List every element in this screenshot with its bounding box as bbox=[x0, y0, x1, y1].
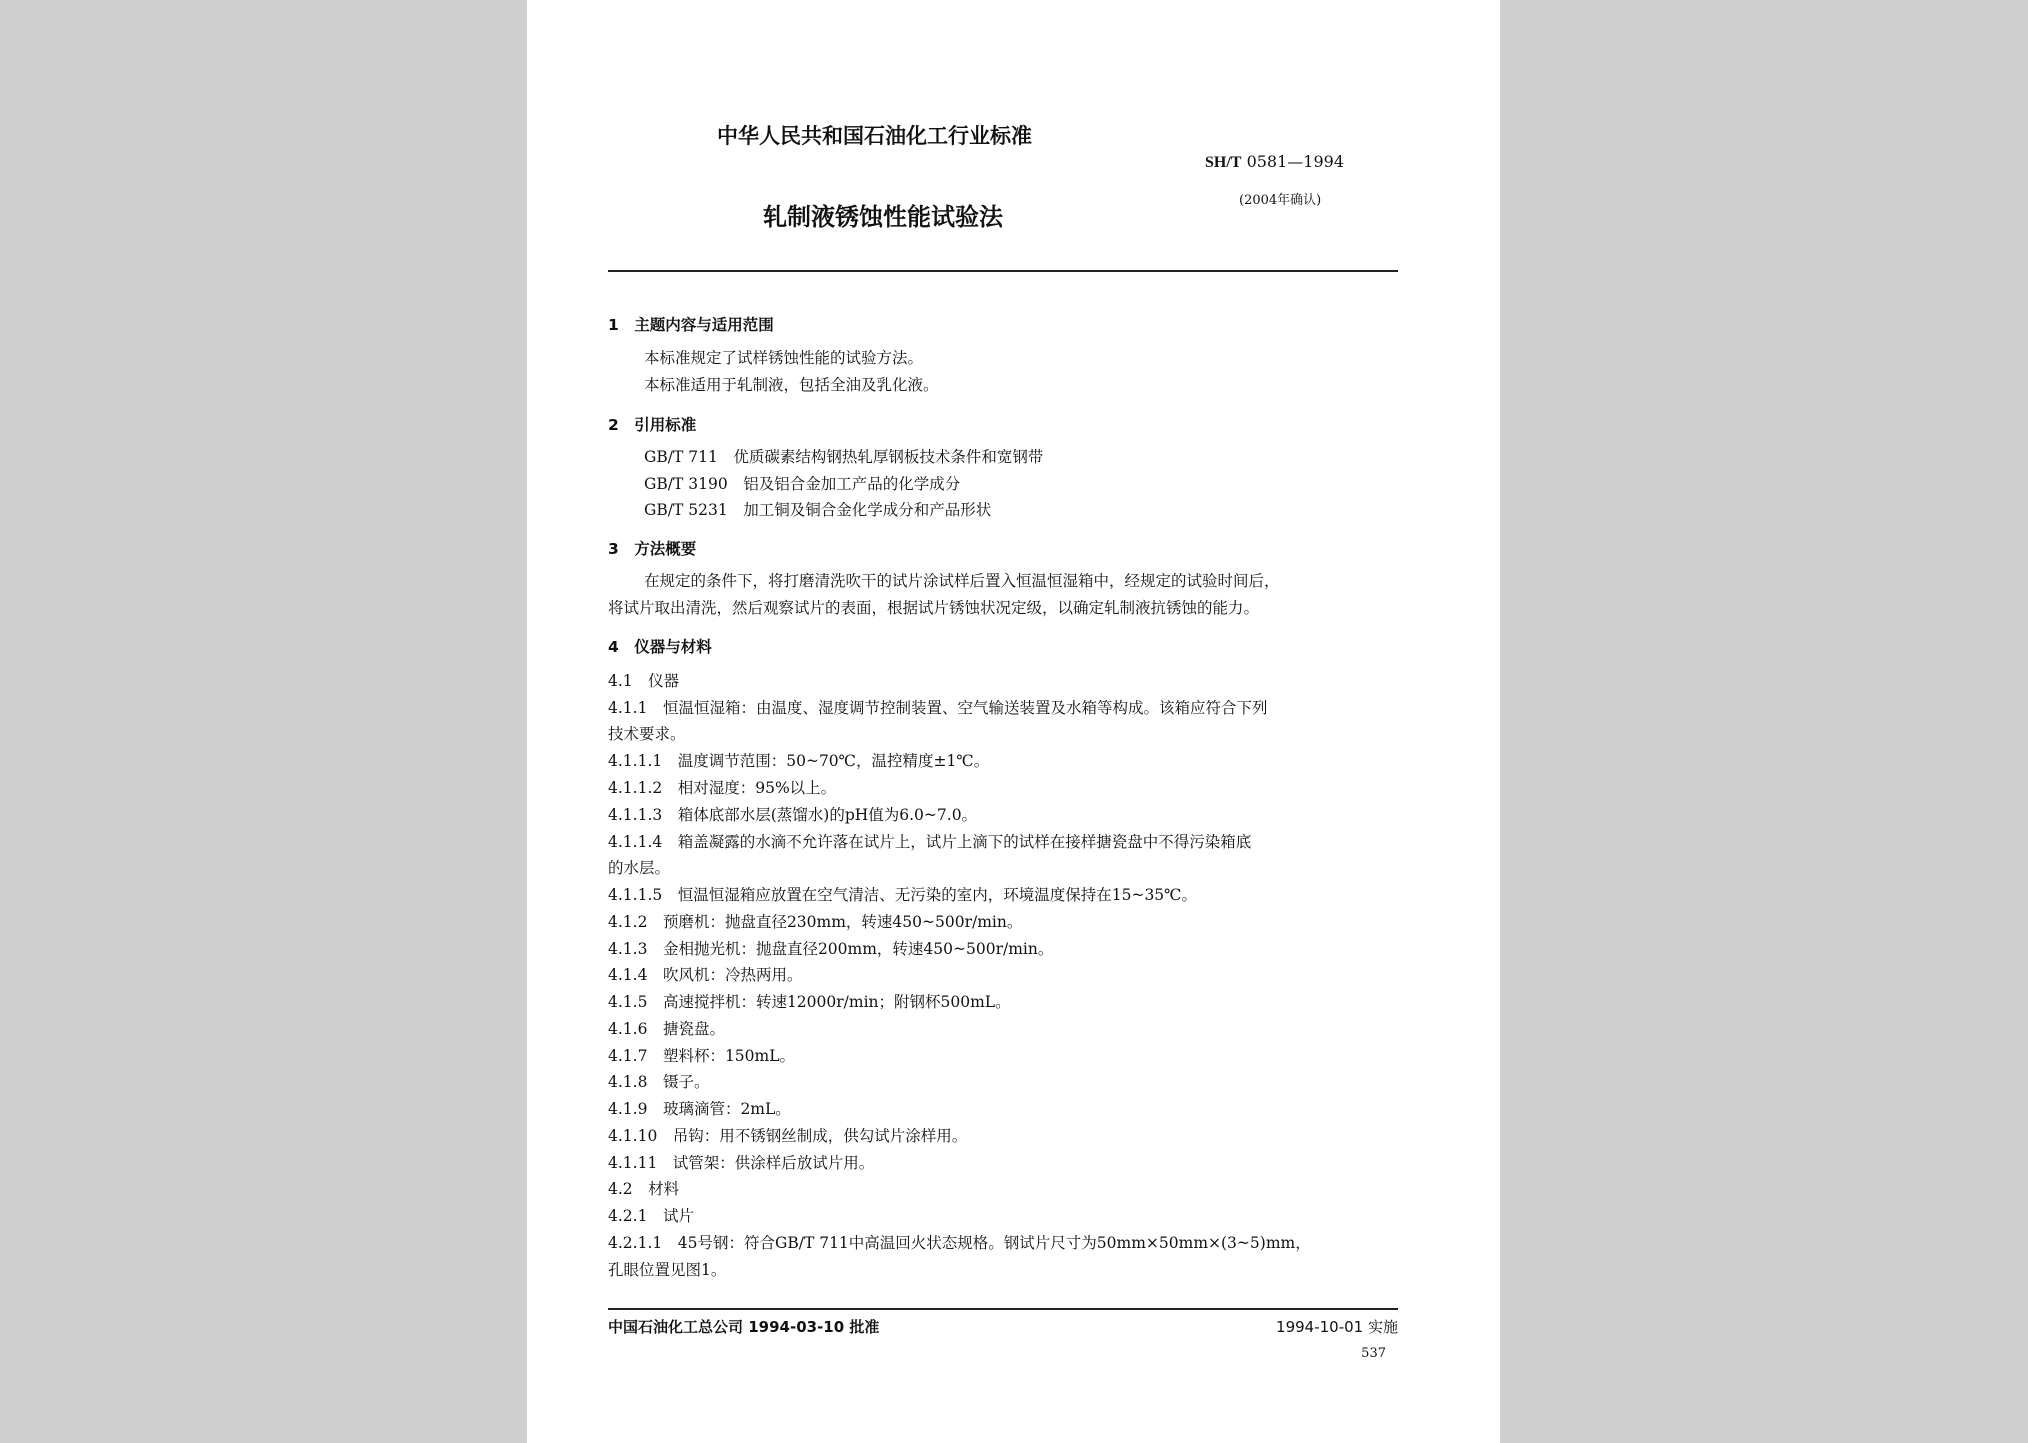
header-rule bbox=[608, 270, 1398, 272]
implementation-note: 1994-10-01 实施 bbox=[1276, 1318, 1398, 1336]
clause-4-2-1: 4.2.1 试片 bbox=[608, 1207, 694, 1225]
clause-4-1-1-a: 4.1.1 恒温恒湿箱：由温度、湿度调节控制装置、空气输送装置及水箱等构成。该箱应符合下列 bbox=[608, 699, 1268, 717]
clause-4-1-5: 4.1.5 高速搅拌机：转速12000r/min；附钢杯500mL。 bbox=[608, 993, 1011, 1011]
clause-4-1-1-2: 4.1.1.2 相对湿度：95%以上。 bbox=[608, 779, 837, 797]
section-4-title: 4 仪器与材料 bbox=[608, 638, 712, 656]
clause-4-1-1-3: 4.1.1.3 箱体底部水层(蒸馏水)的pH值为6.0~7.0。 bbox=[608, 806, 978, 824]
code-number: 0581—1994 bbox=[1246, 152, 1344, 171]
clause-4-2-1-1-b: 孔眼位置见图1。 bbox=[608, 1261, 727, 1279]
clause-4-1-9: 4.1.9 玻璃滴管：2mL。 bbox=[608, 1100, 791, 1118]
page-number: 537 bbox=[1361, 1346, 1386, 1361]
clause-4-2-1-1-a: 4.2.1.1 45号钢：符合GB/T 711中高温回火状态规格。钢试片尺寸为50mm×50mm×(3~5)mm， bbox=[608, 1234, 1311, 1252]
document-page bbox=[527, 0, 1500, 1443]
section-1-para-2: 本标准适用于轧制液，包括全油及乳化液。 bbox=[644, 376, 939, 394]
clause-4-1-4: 4.1.4 吹风机：冷热两用。 bbox=[608, 966, 803, 984]
clause-4-1-1-4-b: 的水层。 bbox=[608, 859, 671, 877]
confirmation-note: (2004年确认) bbox=[1239, 193, 1322, 208]
code-prefix: SH/T bbox=[1205, 154, 1242, 171]
footer-rule bbox=[608, 1308, 1398, 1310]
clause-4-1-1-5: 4.1.1.5 恒温恒湿箱应放置在空气清洁、无污染的室内，环境温度保持在15~35℃。 bbox=[608, 886, 1198, 904]
clause-4-1-8: 4.1.8 镊子。 bbox=[608, 1073, 710, 1091]
section-3-title: 3 方法概要 bbox=[608, 540, 697, 558]
clause-4-1-1-b: 技术要求。 bbox=[608, 725, 686, 743]
clause-4-1-10: 4.1.10 吊钩：用不锈钢丝制成，供勾试片涂样用。 bbox=[608, 1127, 968, 1145]
section-3-para-2: 将试片取出清洗，然后观察试片的表面，根据试片锈蚀状况定级，以确定轧制液抗锈蚀的能力。 bbox=[608, 599, 1260, 617]
section-2-title: 2 引用标准 bbox=[608, 416, 697, 434]
section-3-para-1: 在规定的条件下，将打磨清洗吹干的试片涂试样后置入恒温恒湿箱中，经规定的试验时间后， bbox=[644, 572, 1280, 590]
reference-2: GB/T 3190 铝及铝合金加工产品的化学成分 bbox=[644, 475, 961, 493]
document-title: 轧制液锈蚀性能试验法 bbox=[763, 203, 1003, 231]
clause-4-1-3: 4.1.3 金相抛光机：抛盘直径200mm，转速450~500r/min。 bbox=[608, 940, 1054, 958]
clause-4-1-2: 4.1.2 预磨机：抛盘直径230mm，转速450~500r/min。 bbox=[608, 913, 1023, 931]
standard-code bbox=[1205, 152, 1344, 172]
clause-4-1-7: 4.1.7 塑料杯：150mL。 bbox=[608, 1047, 796, 1065]
reference-3: GB/T 5231 加工铜及铜合金化学成分和产品形状 bbox=[644, 501, 992, 519]
clause-4-2: 4.2 材料 bbox=[608, 1180, 680, 1198]
clause-4-1-6: 4.1.6 搪瓷盘。 bbox=[608, 1020, 725, 1038]
clause-4-1: 4.1 仪器 bbox=[608, 672, 680, 690]
clause-4-1-1-4-a: 4.1.1.4 箱盖凝露的水滴不允许落在试片上，试片上滴下的试样在接样搪瓷盘中不得污染箱底 bbox=[608, 833, 1252, 851]
clause-4-1-1-1: 4.1.1.1 温度调节范围：50~70℃，温控精度±1℃。 bbox=[608, 752, 990, 770]
approval-note: 中国石油化工总公司 1994-03-10 批准 bbox=[608, 1318, 880, 1336]
reference-1: GB/T 711 优质碳素结构钢热轧厚钢板技术条件和宽钢带 bbox=[644, 448, 1044, 466]
org-title: 中华人民共和国石油化工行业标准 bbox=[717, 124, 1032, 148]
section-1-para-1: 本标准规定了试样锈蚀性能的试验方法。 bbox=[644, 349, 924, 367]
clause-4-1-11: 4.1.11 试管架：供涂样后放试片用。 bbox=[608, 1154, 875, 1172]
section-1-title: 1 主题内容与适用范围 bbox=[608, 316, 774, 334]
